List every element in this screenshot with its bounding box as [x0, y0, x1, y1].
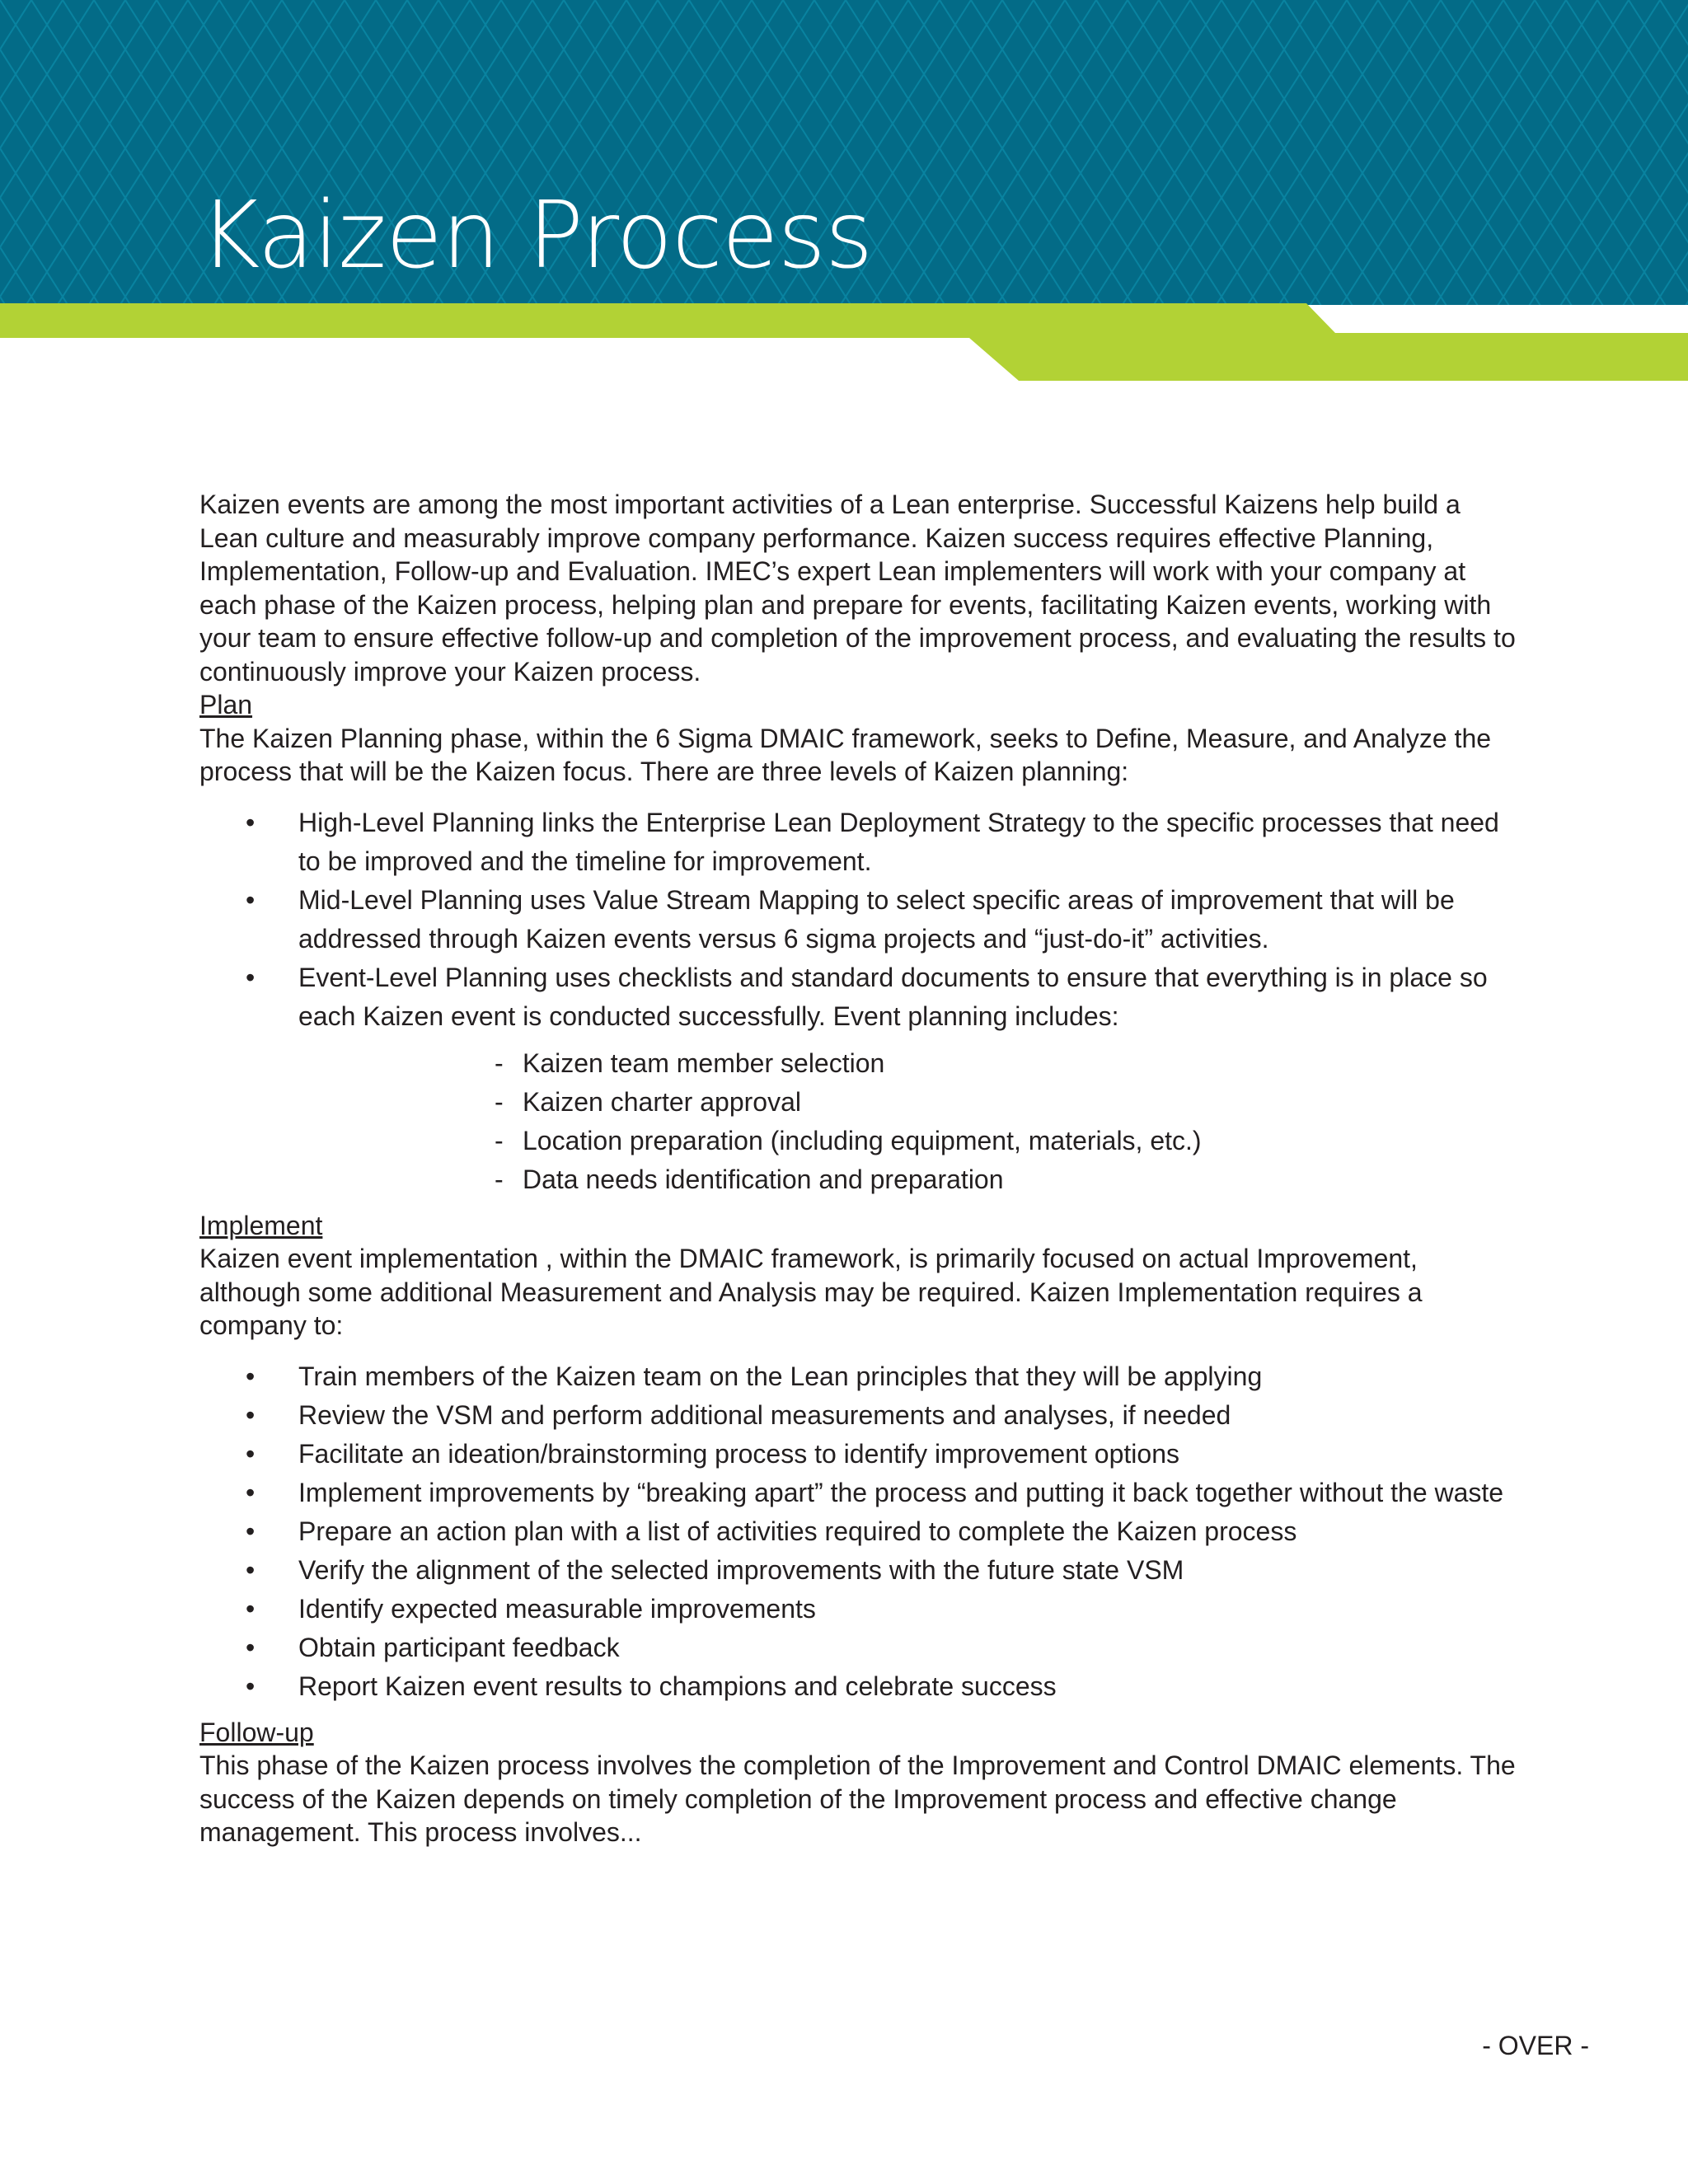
over-page-indicator: - OVER - [1482, 2031, 1589, 2060]
list-item-text: Implement improvements by “breaking apart” the process and putting it back together without the waste [298, 1477, 1504, 1507]
bullet-glyph: • [246, 1361, 256, 1391]
list-item [199, 1629, 1518, 1667]
list-item [199, 958, 1518, 1199]
bullet-glyph: • [246, 1671, 256, 1701]
list-item-text: Review the VSM and perform additional measurements and analyses, if needed [298, 1399, 1231, 1430]
bullet-glyph: • [246, 962, 256, 992]
implement-body: Kaizen event implementation , within the DMAIC framework, is primarily focused on actual Improvement, although some additional Measurement and Analysis may be required. Kaizen Implementation requires a company to: [199, 1244, 1423, 1340]
list-item-text: Obtain participant feedback [298, 1632, 620, 1662]
list-item [199, 1551, 1518, 1590]
bullet-glyph: • [246, 884, 256, 915]
list-item-text: Mid-Level Planning uses Value Stream Mapping to select specific areas of improvement that will be addressed through Kaizen events versus 6 sigma projects and “just-do-it” activities. [298, 884, 1455, 954]
list-item [199, 881, 1518, 958]
sublist-item [298, 1044, 1518, 1083]
bullet-glyph: • [246, 807, 256, 837]
bullet-glyph: • [246, 1399, 256, 1430]
plan-heading: Plan [199, 690, 253, 719]
list-item [199, 804, 1518, 881]
header-banner [0, 0, 1688, 387]
dash-glyph: - [495, 1086, 504, 1117]
list-item-text: Facilitate an ideation/brainstorming process to identify improvement options [298, 1438, 1179, 1469]
intro-paragraph: Kaizen events are among the most important activities of a Lean enterprise. Successful Kaizens help build a Lean culture and measurably improve company performance. Kaizen success requires effective Planning, Implementation, Follow-up and Evaluation. IMEC’s expert Lean implementers will work with your company at each phase of the Kaizen process, helping plan and prepare for events, facilitating Kaizen events, working with your team to ensure effective follow-up and completion of the improvement process, and evaluating the results to continuously improve your Kaizen process. [199, 490, 1516, 687]
list-item-text: Train members of the Kaizen team on the Lean principles that they will be applying [298, 1361, 1263, 1391]
bullet-glyph: • [246, 1477, 256, 1507]
sublist-item [298, 1122, 1518, 1160]
list-item [199, 1474, 1518, 1512]
event-planning-sublist [298, 1044, 1518, 1199]
followup-heading: Follow-up [199, 1717, 314, 1747]
list-item [199, 1435, 1518, 1474]
sublist-item-text: Data needs identification and preparation [523, 1164, 1004, 1194]
sublist-item-text: Location preparation (including equipment, materials, etc.) [523, 1125, 1202, 1155]
bullet-glyph: • [246, 1554, 256, 1585]
sublist-item [298, 1160, 1518, 1199]
list-item [199, 1512, 1518, 1551]
list-item [199, 1357, 1518, 1396]
followup-body: This phase of the Kaizen process involves the completion of the Improvement and Control DMAIC elements. The success of the Kaizen depends on timely completion of the Improvement process and effective change management. This process involves... [199, 1750, 1516, 1847]
list-item [199, 1590, 1518, 1629]
bullet-glyph: • [246, 1516, 256, 1546]
dash-glyph: - [495, 1164, 504, 1194]
page-title: Kaizen Process [199, 182, 873, 289]
list-item-text: Verify the alignment of the selected improvements with the future state VSM [298, 1554, 1184, 1585]
green-accent-stripe [0, 303, 1688, 381]
list-item-text: High-Level Planning links the Enterprise Lean Deployment Strategy to the specific processes that need to be improved and the timeline for improvement. [298, 807, 1499, 876]
list-item-text: Report Kaizen event results to champions and celebrate success [298, 1671, 1057, 1701]
list-item-text: Event-Level Planning uses checklists and standard documents to ensure that everything is in place so each Kaizen event is conducted successfully. Event planning includes: [298, 962, 1488, 1031]
sublist-item-text: Kaizen charter approval [523, 1086, 801, 1117]
bullet-glyph: • [246, 1632, 256, 1662]
document-body [199, 488, 1518, 1849]
implement-heading: Implement [199, 1210, 323, 1240]
implement-bullet-list [199, 1357, 1518, 1706]
list-item-text: Identify expected measurable improvements [298, 1593, 816, 1624]
sublist-item [298, 1083, 1518, 1122]
dash-glyph: - [495, 1125, 504, 1155]
bullet-glyph: • [246, 1593, 256, 1624]
list-item [199, 1667, 1518, 1706]
list-item [199, 1396, 1518, 1435]
list-item-text: Prepare an action plan with a list of activities required to complete the Kaizen process [298, 1516, 1297, 1546]
sublist-item-text: Kaizen team member selection [523, 1047, 885, 1078]
dash-glyph: - [495, 1047, 504, 1078]
plan-body: The Kaizen Planning phase, within the 6 Sigma DMAIC framework, seeks to Define, Measure, and Analyze the process that will be the Kaizen focus. There are three levels of Kaizen planning: [199, 723, 1492, 786]
bullet-glyph: • [246, 1438, 256, 1469]
plan-bullet-list [199, 804, 1518, 1199]
